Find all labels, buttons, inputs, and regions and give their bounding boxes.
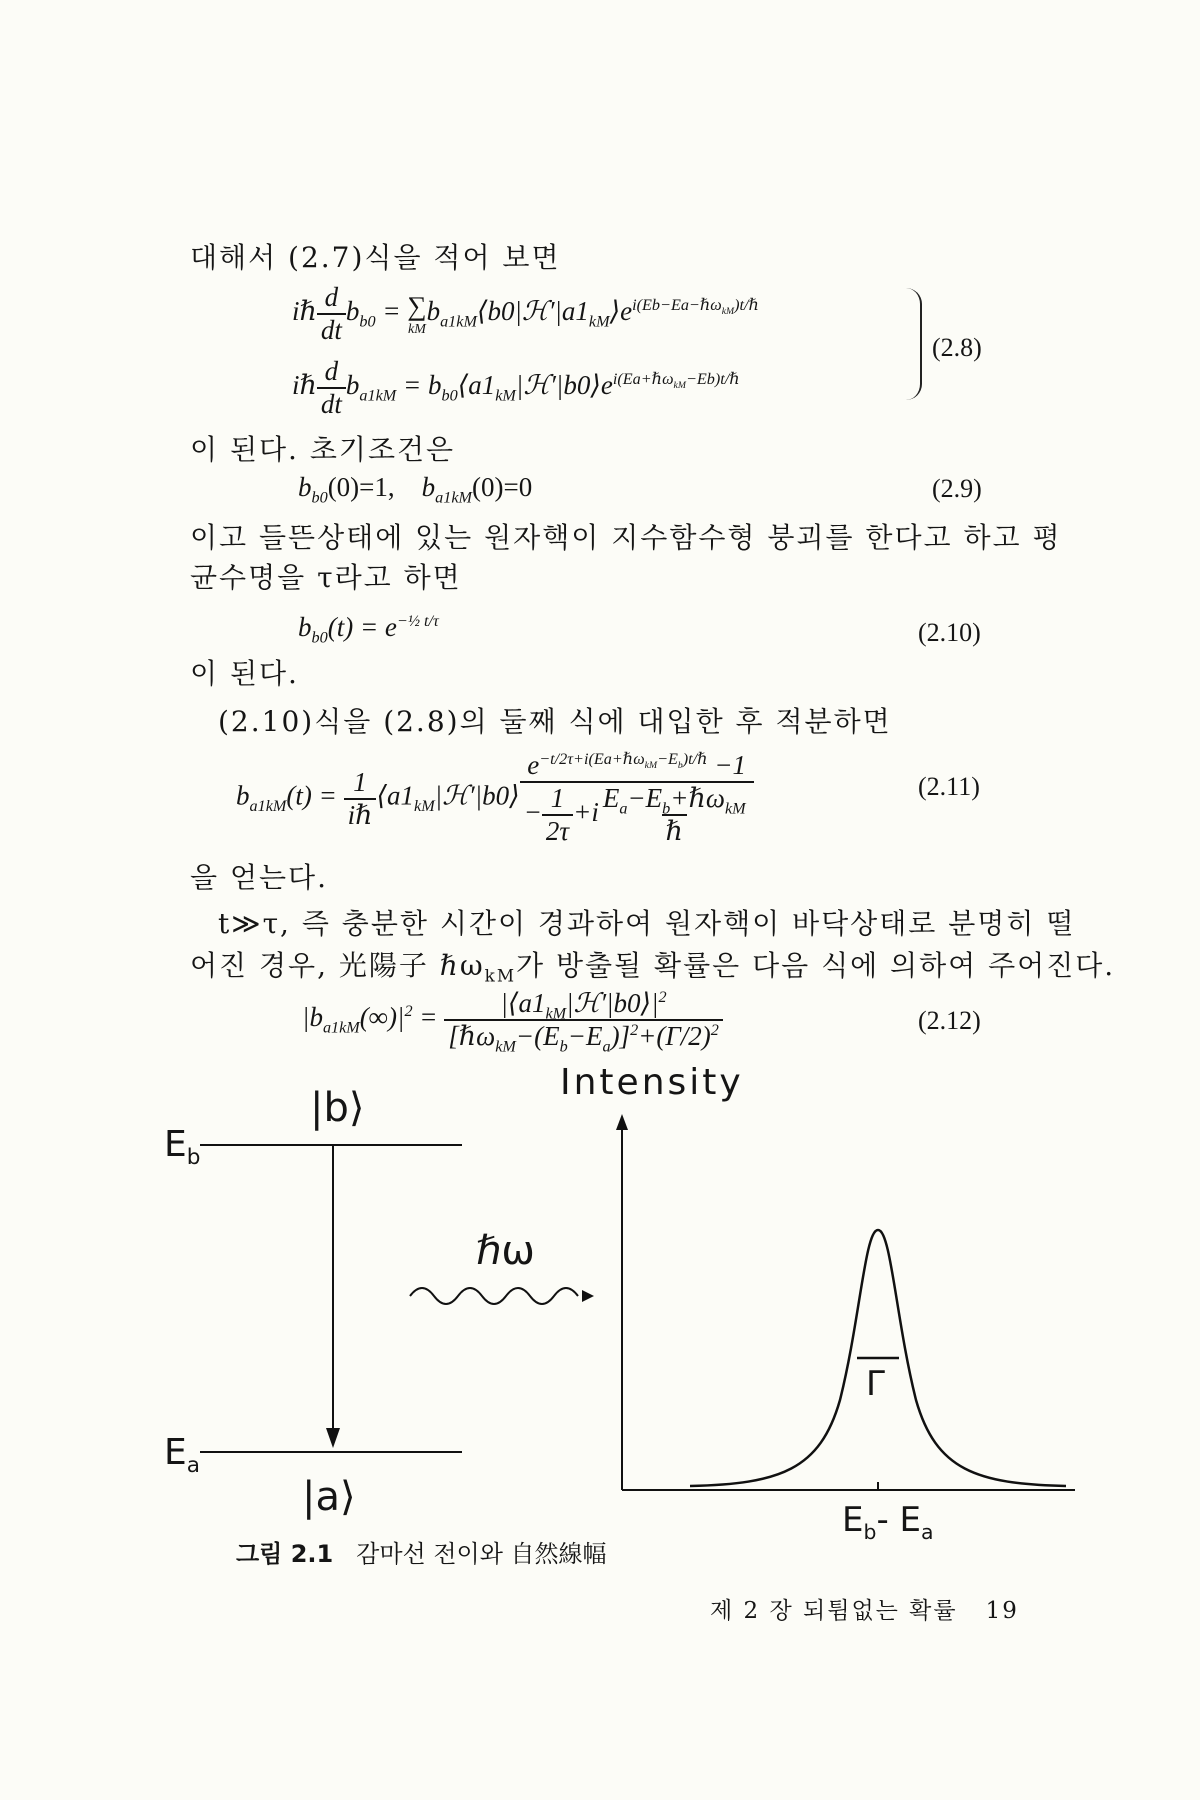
photon-wave [410,1288,578,1304]
energy-b-label: $E_b$ [164,1124,201,1171]
x-axis-label: $E_b-$ $E_a$ [842,1500,934,1544]
energy-a-label: $E_a$ [164,1432,200,1479]
equation-2-8-line2: iℏ $\frac{d}{dt}$ $b_{a1kM}$ = $b_{b0}⟨a1_{kM}|ℋ'|b0⟩e^{i(Ea+\hbar\omega_{kM}-Eb)t/\hbar}$ [292,356,740,419]
equation-2-8-line1: iℏ $\frac{d}{dt}$ $b_{b0}$ = ∑ kM $b_{a1kM}⟨b0|ℋ'|a1_{kM}⟩e^{i(Eb-Ea-\hbar\omega_{kM})t/\hbar}$ [292,282,759,345]
width-gamma-label: Γ [866,1364,885,1404]
y-axis-arrowhead [616,1114,628,1130]
equation-2-9: $b_{b0}(0)=1$, $b_{a1kM}(0)=0$ [298,472,533,507]
equation-label-2-11: (2.11) [918,772,980,801]
long-time-text-line2: 어진 경우, 光陽子 ℏω$_{kM}$가 방출될 확률은 다음 식에 의하여 주어진다. [190,949,1116,986]
decay-text-line2: 균수명을 τ라고 하면 [190,561,462,594]
state-b-label: |b⟩ [310,1085,365,1131]
obtain-text: 을 얻는다. [190,861,328,894]
becomes-text-1: 이 된다. 초기조건은 [190,433,456,466]
state-a-label: |a⟩ [302,1474,356,1520]
equation-2-11: $b_{a1kM}(t)$ = $\frac{1}{\text{iℏ}}$ $⟨a1_{kM}|ℋ'|b0⟩$ $e^{-t/2\tau+i(Ea+\hbar\omega_{kM}-E_b)t/\hbar} -1$ − $\frac{1}{2\tau}$ +i $\frac{E_a-E_b+\hbar\omega_{kM}}{\text{ℏ}}$ [236,750,754,847]
intensity-axis-label: Intensity [560,1062,744,1103]
equation-2-10: $b_{b0}(t) = e^{-\frac{1}{2} t/\tau}$ [298,612,439,647]
photon-label: ℏω [476,1228,535,1274]
intro-text: 대해서 (2.7)식을 적어 보면 [190,241,561,274]
running-footer: 제 2 장 되튐없는 확률 19 [710,1598,1019,1624]
decay-text-line1: 이고 들뜬상태에 있는 원자핵이 지수함수형 붕괴를 한다고 하고 평 [190,521,1062,554]
transition-arrowhead [326,1428,340,1448]
page-number: 19 [985,1598,1019,1624]
equation-label-2-10: (2.10) [918,618,981,647]
long-time-text-line1: t≫τ, 즉 충분한 시간이 경과하여 원자핵이 바닥상태로 분명히 떨 [218,907,1076,940]
becomes-text-2: 이 된다. [190,657,299,690]
figure-caption: 그림 2.1 감마선 전이와 自然線幅 [236,1540,607,1568]
equation-label-2-8: (2.8) [932,333,982,362]
equation-label-2-12: (2.12) [918,1006,981,1035]
photon-arrowhead [582,1290,594,1302]
equation-label-2-9: (2.9) [932,474,982,503]
equation-2-12: $|b_{a1kM}(\infty)|^2$ = $\frac{|⟨a1_{kM}|ℋ'|b0⟩|^2}{[\hbar\omega_{kM}-(E_b-E_a)]^2+(\Gamma/2)^2}$ [302,988,723,1052]
substitute-text: (2.10)식을 (2.8)의 둘째 식에 대입한 후 적분하면 [218,705,892,738]
